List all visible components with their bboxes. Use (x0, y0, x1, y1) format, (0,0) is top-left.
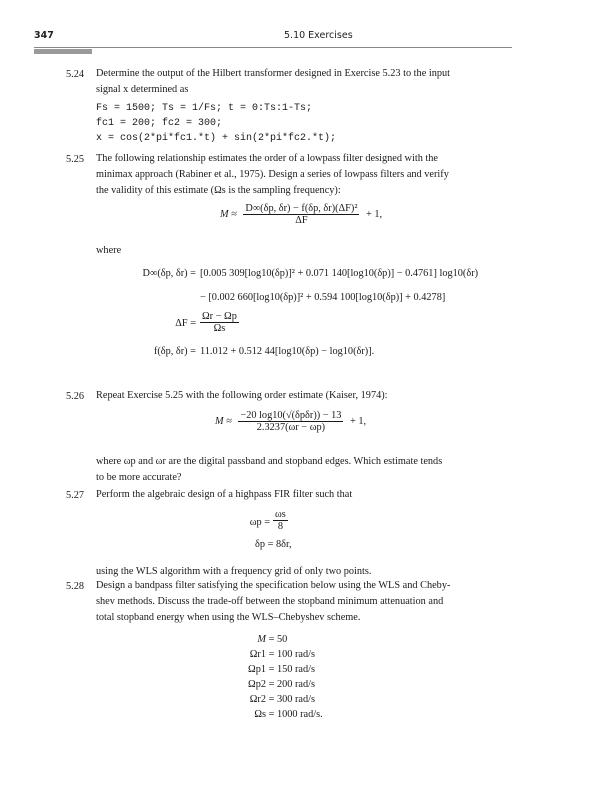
equation-tail: + 1, (350, 415, 367, 427)
equation-denominator: 2.3237(ωr − ωp) (238, 421, 343, 433)
equation-denominator: ΔF (243, 214, 359, 226)
running-head: 5.10 Exercises (284, 30, 353, 41)
exercise-text: the validity of this estimate (Ωs is the sampling frequency): (96, 185, 341, 196)
equation-order-estimate (220, 203, 382, 226)
exercise-text: Design a bandpass filter satisfying the specification below using the WLS and Cheby- (96, 580, 451, 591)
equation-rhs: − [0.002 660[log10(δp)]² + 0.594 100[log10(δp)] + 0.4278] (200, 292, 446, 303)
exercise-number: 5.26 (66, 391, 85, 402)
spec-row (230, 662, 323, 677)
spec-symbol: Ωp2 (248, 679, 266, 690)
exercise-number: 5.24 (66, 69, 85, 80)
spec-symbol: Ωp1 (248, 664, 266, 675)
exercise-number: 5.28 (66, 581, 85, 592)
exercise-text: Repeat Exercise 5.25 with the following order estimate (Kaiser, 1974): (96, 390, 388, 401)
code-line: x = cos(2*pi*fc1.*t) + sin(2*pi*fc2.*t); (96, 133, 337, 144)
spec-value: = 100 rad/s (268, 649, 315, 660)
equation-lhs: f(δp, δr) = (153, 346, 196, 357)
equation-lhs: ΔF = (175, 318, 196, 329)
equation-rhs: 11.012 + 0.512 44[log10(δp) − log10(δr)]. (200, 346, 375, 357)
spec-symbol: M (257, 634, 266, 645)
exercise-text: signal x determined as (96, 84, 189, 95)
equation-numerator: ωs (275, 509, 286, 520)
equation-numerator: Ωr − Ωp (202, 311, 237, 322)
equation-lhs: M ≈ (220, 208, 237, 220)
exercise-text: Determine the output of the Hilbert transformer designed in Exercise 5.23 to the input (96, 68, 451, 79)
exercise-text: minimax approach (Rabiner et al., 1975). Design a series of lowpass filters and verify (96, 169, 449, 180)
exercise-text: using the WLS algorithm with a frequency grid of only two points. (96, 566, 372, 577)
header-bar (34, 49, 92, 54)
spec-list (230, 632, 323, 722)
spec-symbol: Ωr2 (249, 694, 266, 705)
equation-rhs: [0.005 309[log10(δp)]² + 0.071 140[log10(δp)] − 0.4761] log10(δr) (200, 268, 479, 279)
code-line: fc1 = 200; fc2 = 300; (96, 118, 223, 129)
equation-kaiser-estimate (215, 410, 366, 433)
spec-row (230, 677, 323, 692)
equation-delta-f (200, 311, 239, 334)
spec-value: = 1000 rad/s. (268, 709, 323, 720)
exercise-text: shev methods. Discuss the trade-off between the stopband minimum attenuation and (96, 596, 444, 607)
spec-value: = 300 rad/s (268, 694, 315, 705)
equation-lhs: M ≈ (215, 415, 232, 427)
equation-lhs: ωp = (249, 517, 270, 528)
spec-value: = 150 rad/s (268, 664, 315, 675)
spec-row (230, 647, 323, 662)
equation-wp (273, 509, 288, 532)
exercise-text: where ωp and ωr are the digital passband and stopband edges. Which estimate tends (96, 456, 443, 467)
equation-lhs: D∞(δp, δr) = (142, 268, 196, 279)
equation-denominator: Ωs (200, 322, 239, 334)
equation-denominator: 8 (273, 520, 288, 532)
exercise-text: Perform the algebraic design of a highpass FIR filter such that (96, 489, 353, 500)
spec-row (230, 707, 323, 722)
code-line: Fs = 1500; Ts = 1/Fs; t = 0:Ts:1-Ts; (96, 103, 313, 114)
header-rule (34, 47, 512, 48)
exercise-number: 5.27 (66, 490, 85, 501)
spec-row (230, 692, 323, 707)
spec-value: = 200 rad/s (268, 679, 315, 690)
exercise-number: 5.25 (66, 154, 85, 165)
equation-numerator: −20 log10(√(δpδr)) − 13 (240, 410, 342, 421)
spec-symbol: Ωs (254, 709, 266, 720)
exercise-text: total stopband energy when using the WLS–Chebyshev scheme. (96, 612, 361, 623)
spec-symbol: Ωr1 (249, 649, 266, 660)
where-label: where (96, 245, 122, 256)
exercise-text: to be more accurate? (96, 472, 182, 483)
spec-value: = 50 (268, 634, 288, 645)
equation-numerator: D∞(δp, δr) − f(δp, δr)(ΔF)² (245, 203, 358, 214)
page-number: 347 (34, 30, 54, 41)
equation-tail: + 1, (366, 208, 383, 220)
exercise-text: The following relationship estimates the order of a lowpass filter designed with the (96, 153, 438, 164)
equation-dp: δp = 8δr, (255, 539, 292, 550)
spec-row (230, 632, 323, 647)
